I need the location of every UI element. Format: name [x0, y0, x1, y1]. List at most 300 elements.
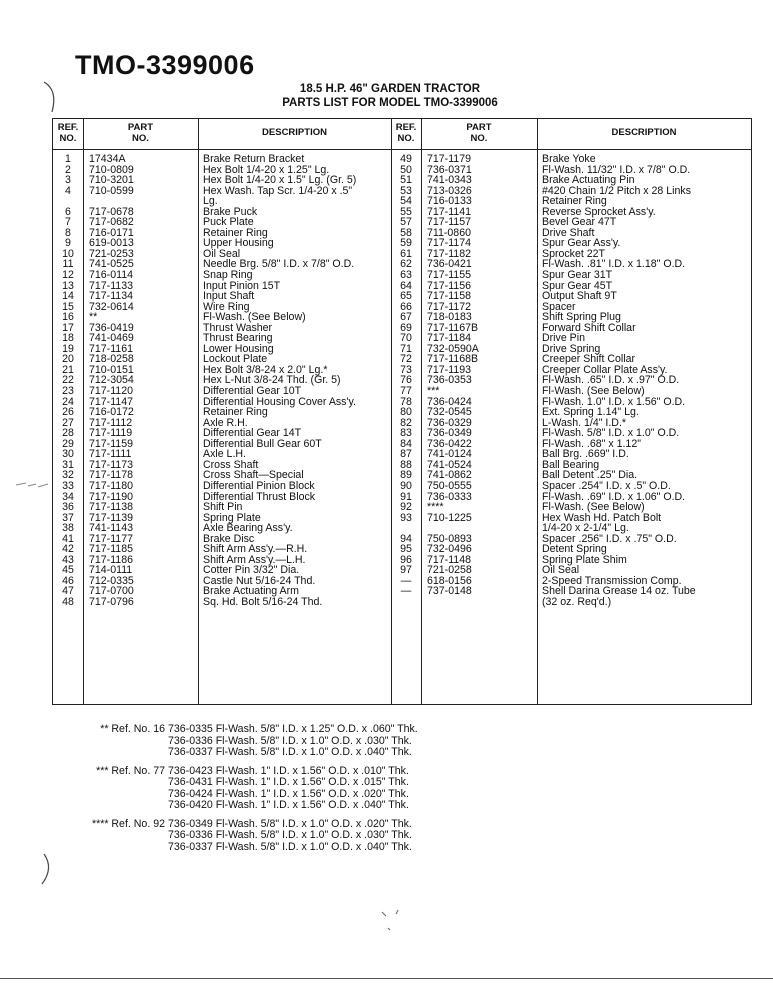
ref-number: 87 — [400, 448, 412, 461]
part-description: Hex Bolt 1/4-20 x 1.25" Lg. — [203, 163, 330, 176]
part-description: Spur Gear Ass'y. — [542, 237, 621, 250]
ref-number: 97 — [400, 564, 412, 577]
part-description: Axle Bearing Ass'y. — [203, 522, 293, 535]
ref-number: 34 — [62, 490, 74, 503]
parts-row — [391, 270, 751, 281]
part-description: Drive Pin — [542, 332, 585, 345]
part-number: 717-1158 — [427, 290, 471, 303]
part-description: Fl-Wash. 5/8" I.D. x 1.0" O.D. — [542, 427, 680, 440]
part-description: Puck Plate — [203, 216, 254, 229]
footnote-text: 736-0336 Fl-Wash. 5/8" I.D. x 1.0" O.D. x .030" Thk. — [168, 734, 412, 747]
ref-number: 3 — [65, 174, 71, 187]
part-number: 619-0013 — [89, 237, 134, 250]
ref-number: 21 — [62, 363, 74, 376]
part-number: 717-1161 — [89, 342, 133, 355]
part-description: Lower Housing — [203, 342, 274, 355]
part-description: Bevel Gear 47T — [542, 216, 617, 229]
part-number: 717-1147 — [89, 395, 133, 408]
part-number: 732-0545 — [427, 406, 472, 419]
part-number: 717-1168B — [427, 353, 479, 366]
ref-number: 15 — [62, 300, 74, 313]
ref-number: 28 — [62, 427, 74, 440]
part-description: Creeper Shift Collar — [542, 353, 636, 366]
part-description: Fl-Wash. .68" x 1.12" — [542, 437, 641, 450]
ref-number: 9 — [65, 237, 71, 250]
header-no-label: NO. — [397, 133, 415, 144]
ref-number: 72 — [400, 353, 412, 366]
ref-number: 53 — [400, 184, 412, 197]
part-description: Differential Pinion Block — [203, 479, 315, 492]
part-description: Sprocket 22T — [542, 247, 606, 260]
part-number: 750-0555 — [427, 479, 472, 492]
part-description: Brake Return Bracket — [203, 153, 305, 165]
parts-row — [391, 502, 751, 513]
part-number: ** — [89, 311, 98, 324]
header-ref-label: REF. — [57, 122, 79, 133]
ref-number: 2 — [65, 163, 71, 176]
part-number: 717-1172 — [427, 300, 471, 313]
ref-number: 66 — [400, 300, 412, 313]
part-number: 741-1143 — [89, 522, 133, 535]
part-number: 736-0349 — [427, 427, 472, 440]
ref-number: 45 — [62, 564, 74, 577]
part-description: Fl-Wash. 1.0" I.D. x 1.56" O.D. — [542, 395, 686, 408]
ref-number: 37 — [62, 511, 74, 524]
scan-mark-top-left — [40, 80, 64, 116]
parts-list-heading: PARTS LIST FOR MODEL TMO-3399006 — [282, 97, 498, 109]
part-description: Detent Spring — [542, 543, 607, 556]
part-description: Fl-Wash. 11/32" I.D. x 7/8" O.D. — [542, 163, 691, 176]
ref-number: 16 — [62, 311, 74, 324]
part-number: 717-1179 — [427, 153, 471, 165]
ref-number: 31 — [62, 458, 74, 471]
part-description: Fl-Wash. (See Below) — [542, 501, 645, 514]
parts-list-left-column — [53, 154, 391, 608]
part-number: 716-0171 — [89, 226, 134, 239]
parts-row — [391, 481, 751, 492]
ref-number: 1 — [65, 153, 71, 165]
part-description: Spring Plate — [203, 511, 261, 524]
ref-number: 47 — [62, 585, 74, 598]
part-description: Spacer .254" I.D. x .5" O.D. — [542, 479, 671, 492]
ref-number: 83 — [400, 427, 412, 440]
header-description-right: DESCRIPTION — [611, 127, 677, 138]
part-description: Fl-Wash. (See Below) — [203, 311, 306, 324]
ref-number: 96 — [400, 553, 412, 566]
part-number: 717-0796 — [89, 595, 134, 608]
parts-row — [53, 270, 391, 281]
part-description: Spacer — [542, 300, 576, 313]
ref-number: 6 — [65, 205, 71, 218]
part-description: Spur Gear 31T — [542, 269, 613, 282]
part-description: Ball Brg. .669" I.D. — [542, 448, 629, 461]
part-description: Shift Arm Ass'y.—R.H. — [203, 543, 308, 556]
parts-row — [53, 481, 391, 492]
ref-number: 23 — [62, 385, 74, 398]
part-number: 717-1119 — [89, 427, 133, 440]
ref-number: 18 — [62, 332, 74, 345]
ref-number: 8 — [65, 226, 71, 239]
part-description: Oil Seal — [542, 564, 580, 577]
part-description: Drive Shaft — [542, 226, 595, 239]
ref-number: 69 — [400, 321, 412, 334]
ref-number: 48 — [62, 595, 74, 608]
parts-row — [53, 597, 391, 608]
header-no-label: NO. — [59, 133, 77, 144]
ref-number: 59 — [400, 237, 412, 250]
footnote-text: 736-0420 Fl-Wash. 1" I.D. x 1.56" O.D. x .040" Thk. — [168, 799, 409, 811]
ref-number: 64 — [400, 279, 412, 292]
part-number: 750-0893 — [427, 532, 472, 545]
header-ref-no-left — [53, 122, 83, 144]
part-description: 2-Speed Transmission Comp. — [542, 574, 682, 587]
part-number: 736-0353 — [427, 374, 472, 387]
footnote-text: 736-0349 Fl-Wash. 5/8" I.D. x 1.0" O.D. x .020" Thk. — [168, 817, 412, 830]
part-description: Hex L-Nut 3/8-24 Thd. (Gr. 5) — [203, 374, 341, 387]
part-description: Forward Shift Collar — [542, 321, 636, 334]
ref-number: — — [400, 585, 412, 598]
part-description: Cotter Pin 3/32" Dia. — [203, 564, 300, 577]
part-number: 741-0343 — [427, 174, 472, 187]
part-number: 710-0599 — [89, 184, 134, 197]
part-description: Spring Plate Shim — [542, 553, 627, 566]
part-number: 618-0156 — [427, 574, 472, 587]
ref-number: 88 — [400, 458, 412, 471]
part-description: Spacer .256" I.D. x .75" O.D. — [542, 532, 677, 545]
part-number: 741-0124 — [427, 448, 472, 461]
part-description: Hex Bolt 1/4-20 x 1.5" Lg. (Gr. 5) — [203, 174, 357, 187]
ref-number: 12 — [62, 269, 74, 282]
part-description: Reverse Sprocket Ass'y. — [542, 205, 656, 218]
ref-number: 46 — [62, 574, 74, 587]
part-description: Ext. Spring 1.14" Lg. — [542, 406, 639, 419]
part-description: Hex Wash Hd. Patch Bolt — [542, 511, 662, 524]
ref-number: 71 — [400, 342, 412, 355]
footnote-text: 736-0431 Fl-Wash. 1" I.D. x 1.56" O.D. x .015" Thk. — [168, 776, 409, 788]
part-number: 717-1138 — [89, 501, 133, 514]
part-number: 717-1111 — [89, 448, 132, 461]
ref-number: 49 — [400, 153, 412, 165]
part-description: Castle Nut 5/16-24 Thd. — [203, 574, 316, 587]
part-number: 713-0326 — [427, 184, 472, 197]
part-description: Oil Seal — [203, 247, 241, 260]
part-number: 741-0469 — [89, 332, 134, 345]
ref-number: 94 — [400, 532, 412, 545]
part-description: Shell Darina Grease 14 oz. Tube — [542, 585, 696, 598]
part-description: Snap Ring — [203, 269, 253, 282]
part-number: 732-0496 — [427, 543, 472, 556]
part-number: 717-1120 — [89, 385, 133, 398]
part-number: 732-0614 — [89, 300, 134, 313]
ref-number: 13 — [62, 279, 74, 292]
ref-number: 62 — [400, 258, 412, 271]
part-number: 717-1133 — [89, 279, 133, 292]
part-description: Spur Gear 45T — [542, 279, 613, 292]
ref-number: 42 — [62, 543, 74, 556]
part-description: Differential Gear 14T — [203, 427, 302, 440]
part-number: 710-0151 — [89, 363, 134, 376]
part-description: Brake Puck — [203, 205, 258, 218]
part-description: Fl-Wash. .81" I.D. x 1.18" O.D. — [542, 258, 686, 271]
ref-number: 65 — [400, 290, 412, 303]
ref-number: 90 — [400, 479, 412, 492]
footnote-group — [70, 766, 418, 812]
header-no-label: NO. — [470, 133, 488, 144]
part-description: Brake Actuating Arm — [203, 585, 299, 598]
part-description: Fl-Wash. (See Below) — [542, 385, 645, 398]
header-part-no-left — [83, 122, 198, 144]
footnote-text: 736-0424 Fl-Wash. 1" I.D. x 1.56" O.D. x .020" Thk. — [168, 787, 409, 800]
ref-number: 27 — [62, 416, 74, 429]
part-description: Needle Brg. 5/8" I.D. x 7/8" O.D. — [203, 258, 355, 271]
part-number: 717-1190 — [89, 490, 133, 503]
footnote-text: 736-0336 Fl-Wash. 5/8" I.D. x 1.0" O.D. x .030" Thk. — [168, 829, 412, 841]
part-number: 741-0524 — [427, 458, 472, 471]
part-number: 736-0419 — [89, 321, 134, 334]
ref-number: 19 — [62, 342, 74, 355]
parts-row — [391, 386, 751, 397]
ref-number: 70 — [400, 332, 412, 345]
header-divider — [53, 149, 751, 150]
part-description: Brake Actuating Pin — [542, 174, 635, 187]
part-description: Sq. Hd. Bolt 5/16-24 Thd. — [203, 595, 323, 608]
part-description: Shift Spring Plug — [542, 311, 621, 324]
ref-number: 20 — [62, 353, 74, 366]
part-description: Shift Pin — [203, 501, 243, 514]
part-description: Cross Shaft—Special — [203, 469, 304, 482]
part-number: 736-0329 — [427, 416, 472, 429]
footnote-text: 736-0335 Fl-Wash. 5/8" I.D. x 1.25" O.D. x .060" Thk. — [168, 723, 418, 735]
ref-number: 43 — [62, 553, 74, 566]
ref-number: 92 — [400, 501, 412, 514]
part-description: L-Wash. 1/4" I.D.* — [542, 416, 627, 429]
header-description-left: DESCRIPTION — [262, 127, 327, 138]
footnote-text: 736-0423 Fl-Wash. 1" I.D. x 1.56" O.D. x .010" Thk. — [168, 764, 409, 777]
part-description: Differential Bull Gear 60T — [203, 437, 322, 450]
ref-number: 51 — [400, 174, 412, 187]
footnote-line — [70, 842, 418, 854]
washer-footnotes — [70, 724, 418, 860]
ref-number: 7 — [65, 216, 71, 229]
footnote-group — [70, 819, 418, 854]
part-description: Ball Detent .25" Dia. — [542, 469, 638, 482]
part-description: Differential Thrust Block — [203, 490, 316, 503]
part-description: Output Shaft 9T — [542, 290, 617, 303]
ref-number: 17 — [62, 321, 74, 334]
part-number: 717-1167B — [427, 321, 479, 334]
ref-number: — — [400, 574, 412, 587]
ref-number: 73 — [400, 363, 412, 376]
part-number: 717-1180 — [89, 479, 133, 492]
ref-number: 67 — [400, 311, 412, 324]
ref-number: 54 — [400, 195, 412, 208]
footnote-line — [70, 747, 418, 759]
part-description: Input Pinion 15T — [203, 279, 281, 292]
part-description: Thrust Washer — [203, 321, 273, 334]
part-description: Lg. — [203, 195, 218, 208]
part-number: 736-0422 — [427, 437, 472, 450]
part-description: Retainer Ring — [542, 195, 607, 208]
parts-list-right-column — [391, 154, 751, 608]
part-description: Shift Arm Ass'y.—L.H. — [203, 553, 306, 566]
ref-number: 24 — [62, 395, 74, 408]
part-number: 717-0682 — [89, 216, 134, 229]
part-description: Fl-Wash. .65" I.D. x .97" O.D. — [542, 374, 680, 387]
part-description: 1/4-20 x 2-1/4" Lg. — [542, 522, 629, 535]
part-number: 710-3201 — [89, 174, 134, 187]
footnote-reference: *** Ref. No. 77 — [96, 764, 165, 777]
parts-row — [53, 502, 391, 513]
part-description: Hex Wash. Tap Scr. 1/4-20 x .5" — [203, 184, 353, 197]
part-number: 736-0333 — [427, 490, 472, 503]
part-description: Brake Disc — [203, 532, 255, 545]
header-ref-no-right — [391, 122, 421, 144]
header-part-no-right — [421, 122, 537, 144]
part-description: Thrust Bearing — [203, 332, 273, 345]
scan-mark-left-middle — [14, 478, 54, 492]
header-part-label: PART — [127, 122, 154, 133]
part-number: 717-1185 — [89, 543, 133, 556]
footnote-text: 736-0337 Fl-Wash. 5/8" I.D. x 1.0" O.D. x .040" Thk. — [168, 840, 412, 853]
part-number: 736-0421 — [427, 258, 472, 271]
footnote-group — [70, 724, 418, 759]
ref-number: 10 — [62, 247, 74, 260]
ref-number: 38 — [62, 522, 74, 535]
part-description: Lockout Plate — [203, 353, 268, 366]
part-description: Axle R.H. — [203, 416, 248, 429]
part-description: (32 oz. Req'd.) — [542, 595, 612, 608]
ref-number: 11 — [62, 258, 74, 271]
part-number: 717-1184 — [427, 332, 471, 345]
part-number: 717-1193 — [427, 363, 471, 376]
model-number-title: TMO-3399006 — [75, 50, 255, 80]
part-number: 716-0172 — [89, 406, 134, 419]
part-number: 717-1159 — [89, 437, 133, 450]
part-description: Retainer Ring — [203, 226, 268, 239]
part-number: 718-0183 — [427, 311, 472, 324]
footnote-line — [70, 800, 418, 812]
ref-number: 14 — [62, 290, 74, 303]
ref-number: 22 — [62, 374, 74, 387]
part-number: 737-0148 — [427, 585, 472, 598]
part-number: 717-1177 — [89, 532, 133, 545]
part-number: 736-0424 — [427, 395, 472, 408]
part-number: 717-1141 — [427, 205, 471, 218]
part-number: 717-1173 — [89, 458, 133, 471]
part-number: 717-0700 — [89, 585, 134, 598]
ref-number: 61 — [400, 247, 412, 260]
ref-number: 58 — [400, 226, 412, 239]
part-number: 716-0114 — [89, 269, 133, 282]
part-number: 717-1157 — [427, 216, 471, 229]
part-number: 717-1178 — [89, 469, 133, 482]
part-number: 717-1139 — [89, 511, 133, 524]
part-number: 17434A — [89, 153, 126, 165]
ref-number: 80 — [400, 406, 412, 419]
part-description: Differential Gear 10T — [203, 385, 302, 398]
parts-table — [52, 118, 752, 705]
part-number: 717-1186 — [89, 553, 133, 566]
part-description: Creeper Collar Plate Ass'y. — [542, 363, 668, 376]
header-ref-label: REF. — [395, 122, 417, 133]
part-description: Axle L.H. — [203, 448, 246, 461]
ref-number: 82 — [400, 416, 412, 429]
part-number: 712-3054 — [89, 374, 134, 387]
scan-mark-bottom-left — [38, 852, 58, 886]
page-bottom-rule — [0, 978, 773, 979]
part-description: Ball Bearing — [542, 458, 600, 471]
ref-number: 55 — [400, 205, 412, 218]
part-description: Input Shaft — [203, 290, 255, 303]
document-subtitle: 18.5 H.P. 46" GARDEN TRACTOR — [299, 83, 481, 95]
part-number: 717-1112 — [89, 416, 133, 429]
ref-number: 41 — [62, 532, 74, 545]
ref-number: 33 — [62, 479, 74, 492]
ref-number: 26 — [62, 406, 74, 419]
part-description: Fl-Wash. .69" I.D. x 1.06" O.D. — [542, 490, 686, 503]
ref-number: 4 — [65, 184, 71, 197]
part-number: 721-0253 — [89, 247, 134, 260]
ref-number: 93 — [400, 511, 412, 524]
part-number: 717-0678 — [89, 205, 134, 218]
part-description: Wire Ring — [203, 300, 250, 313]
ref-number: 77 — [400, 385, 412, 398]
ref-number: 57 — [400, 216, 412, 229]
header-no-label: NO. — [132, 133, 149, 144]
parts-row — [391, 597, 751, 608]
part-description: Retainer Ring — [203, 406, 268, 419]
ref-number: 89 — [400, 469, 412, 482]
scan-mark-bottom-center — [378, 908, 408, 934]
header-part-label: PART — [466, 122, 492, 133]
parts-row — [53, 186, 391, 197]
ref-number: 76 — [400, 374, 412, 387]
parts-row — [53, 386, 391, 397]
parts-row — [53, 154, 391, 165]
part-number: *** — [427, 385, 440, 398]
part-number: 714-0111 — [89, 564, 133, 577]
part-number: 711-0860 — [427, 226, 471, 239]
ref-number: 63 — [400, 269, 412, 282]
part-number: 710-1225 — [427, 511, 472, 524]
part-number: 741-0525 — [89, 258, 134, 271]
part-number: 710-0809 — [89, 163, 134, 176]
footnote-reference: **** Ref. No. 92 — [91, 817, 165, 830]
ref-number: 29 — [62, 437, 74, 450]
parts-row — [391, 154, 751, 165]
ref-number: 30 — [62, 448, 74, 461]
part-number: **** — [427, 501, 444, 514]
part-number: 717-1134 — [89, 290, 133, 303]
ref-number: 95 — [400, 543, 412, 556]
ref-number: 36 — [62, 501, 74, 514]
part-number: 732-0590A — [427, 342, 479, 355]
part-number: 716-0133 — [427, 195, 472, 208]
part-description: Upper Housing — [203, 237, 274, 250]
footnote-text: 736-0337 Fl-Wash. 5/8" I.D. x 1.0" O.D. x .040" Thk. — [168, 746, 412, 758]
ref-number: 78 — [400, 395, 412, 408]
part-number: 717-1174 — [427, 237, 471, 250]
part-number: 717-1156 — [427, 279, 471, 292]
part-number: 712-0335 — [89, 574, 134, 587]
part-description: #420 Chain 1/2 Pitch x 28 Links — [542, 184, 691, 197]
part-description: Hex Bolt 3/8-24 x 2.0" Lg.* — [203, 363, 328, 376]
part-number: 717-1182 — [427, 247, 471, 260]
part-number: 736-0371 — [427, 163, 472, 176]
ref-number: 84 — [400, 437, 412, 450]
part-description: Brake Yoke — [542, 153, 596, 165]
ref-number: 50 — [400, 163, 412, 176]
